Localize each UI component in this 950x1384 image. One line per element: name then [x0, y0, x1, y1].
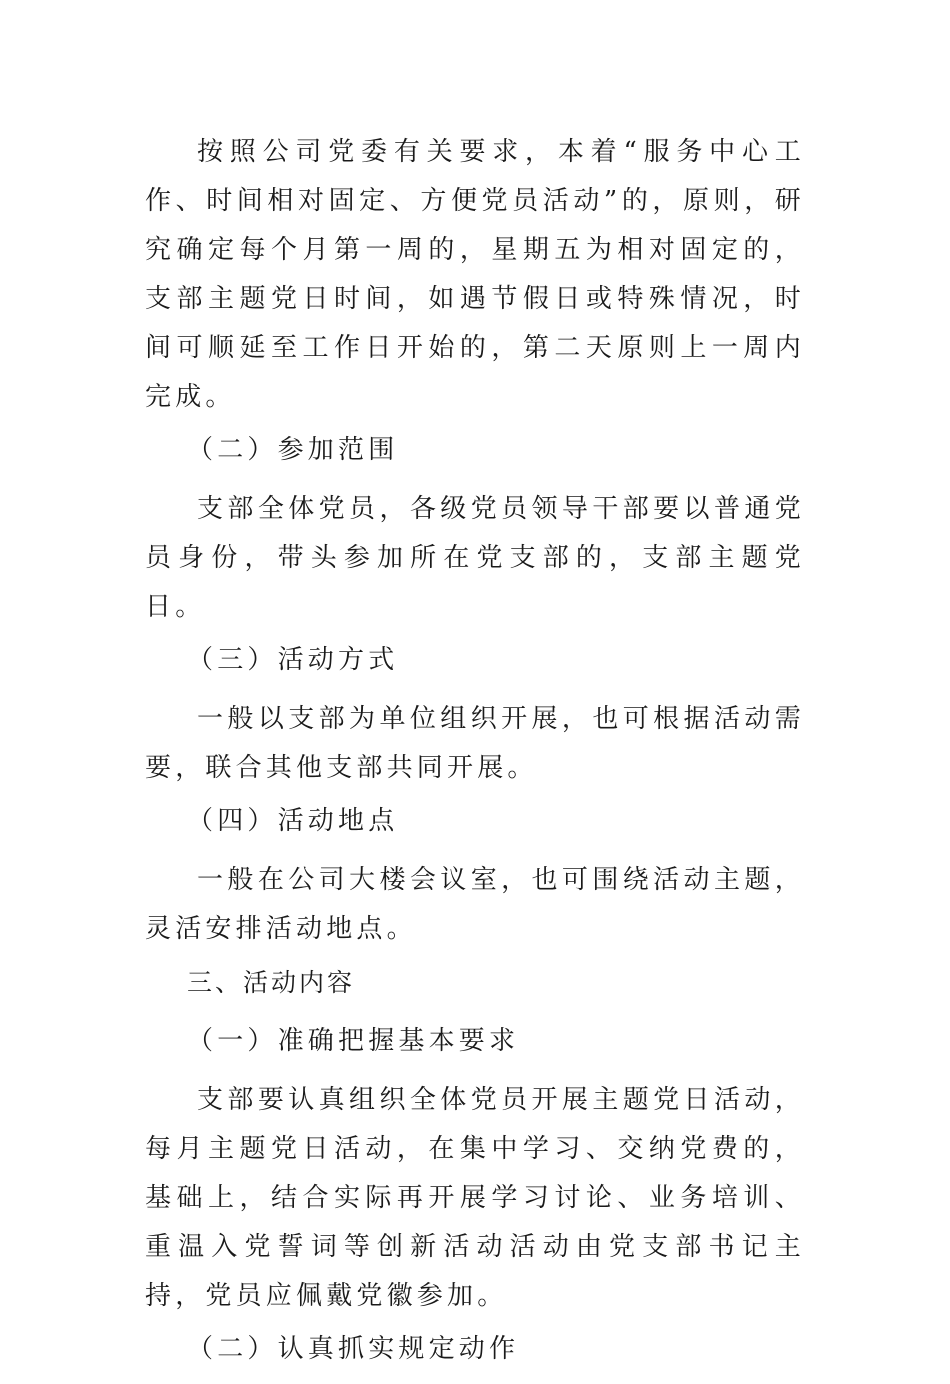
paragraph-method: 一般以支部为单位组织开展，也可根据活动需要，联合其他支部共同开展。: [145, 704, 805, 783]
heading-scope: （二）参加范围: [187, 435, 399, 465]
heading-method: （三）活动方式: [187, 645, 399, 675]
paragraph-scope: 支部全体党员，各级党员领导干部要以普通党员身份，带头参加所在党支部的，支部主题党日。: [145, 494, 805, 622]
paragraph-time: 按照公司党委有关要求，本着“服务中心工作、时间相对固定、方便党员活动”的，原则，研究确定每个月第一周的，星期五为相对固定的，支部主题党日时间，如遇节假日或特殊情况，时间可顺延至工作日开始的，第二天原则上一周内完成。: [145, 137, 805, 412]
section-heading-content: 三、活动内容: [187, 968, 356, 997]
paragraph-place: 一般在公司大楼会议室，也可围绕活动主题，灵活安排活动地点。: [145, 865, 805, 944]
paragraph-basic-requirements: 支部要认真组织全体党员开展主题党日活动，每月主题党日活动，在集中学习、交纳党费的，基础上，结合实际再开展学习讨论、业务培训、重温入党誓词等创新活动活动由党支部书记主持，党员应佩戴党徽参加。: [145, 1085, 805, 1311]
document-page: [145, 128, 805, 1384]
heading-basic-requirements: （一）准确把握基本要求: [187, 1026, 520, 1056]
heading-required-actions: （二）认真抓实规定动作: [187, 1334, 520, 1364]
heading-place: （四）活动地点: [187, 806, 399, 836]
